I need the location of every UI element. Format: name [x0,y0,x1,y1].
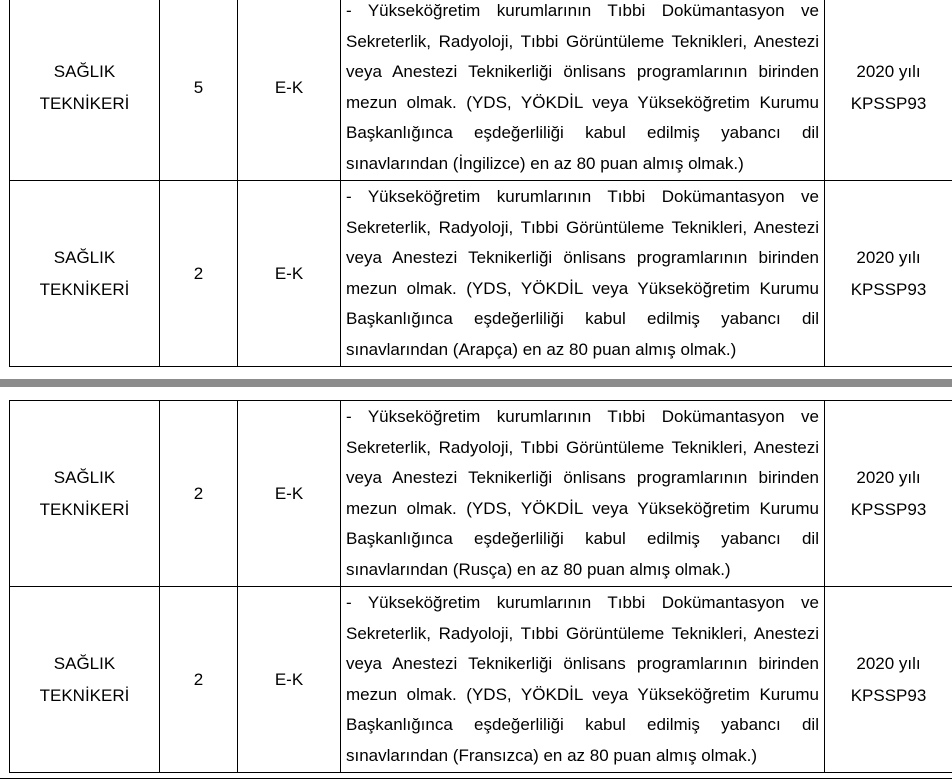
position-count: 5 [160,0,238,181]
requirement-text: - Yükseköğretim kurumlarının Tıbbi Dokümantasyon ve Sekreterlik, Radyoloji, Tıbbi Görüntüleme Teknikleri, Anestezi veya Anestezi Teknikerliği önlisans programlarının birinden mezun olmak. (YDS, YÖKDİL veya Yükseköğretim Kurumu Başkanlığınca eşdeğerliliği kabul edilmiş yabancı dil sınavlarından (Rusça) en az 80 puan almış olmak.) [341,401,825,587]
table-row [10,181,952,367]
requirement-text: - Yükseköğretim kurumlarının Tıbbi Dokümantasyon ve Sekreterlik, Radyoloji, Tıbbi Görüntüleme Teknikleri, Anestezi veya Anestezi Teknikerliği önlisans programlarının birinden mezun olmak. (YDS, YÖKDİL veya Yükseköğretim Kurumu Başkanlığınca eşdeğerliliği kabul edilmiş yabancı dil sınavlarından (Arapça) en az 80 puan almış olmak.) [341,181,825,367]
table-row [10,401,952,587]
bottom-rule [0,778,952,779]
positions-table-top [9,0,952,367]
exam-score-type: 2020 yılı KPSSP93 [825,0,952,181]
gender-code: E-K [238,401,341,587]
exam-score-type: 2020 yılı KPSSP93 [825,181,952,367]
exam-score-type: 2020 yılı KPSSP93 [825,587,952,773]
position-title: SAĞLIK TEKNİKERİ [10,401,160,587]
requirement-text: - Yükseköğretim kurumlarının Tıbbi Dokümantasyon ve Sekreterlik, Radyoloji, Tıbbi Görüntüleme Teknikleri, Anestezi veya Anestezi Teknikerliği önlisans programlarının birinden mezun olmak. (YDS, YÖKDİL veya Yükseköğretim Kurumu Başkanlığınca eşdeğerliliği kabul edilmiş yabancı dil sınavlarından (İngilizce) en az 80 puan almış olmak.) [341,0,825,181]
gender-code: E-K [238,181,341,367]
exam-score-type: 2020 yılı KPSSP93 [825,401,952,587]
position-count: 2 [160,181,238,367]
position-title: SAĞLIK TEKNİKERİ [10,181,160,367]
section-divider [0,379,952,387]
table-row [10,587,952,773]
gender-code: E-K [238,587,341,773]
requirement-text: - Yükseköğretim kurumlarının Tıbbi Dokümantasyon ve Sekreterlik, Radyoloji, Tıbbi Görüntüleme Teknikleri, Anestezi veya Anestezi Teknikerliği önlisans programlarının birinden mezun olmak. (YDS, YÖKDİL veya Yükseköğretim Kurumu Başkanlığınca eşdeğerliliği kabul edilmiş yabancı dil sınavlarından (Fransızca) en az 80 puan almış olmak.) [341,587,825,773]
positions-table-bottom [9,400,952,773]
position-count: 2 [160,587,238,773]
gender-code: E-K [238,0,341,181]
position-title: SAĞLIK TEKNİKERİ [10,587,160,773]
position-count: 2 [160,401,238,587]
position-title: SAĞLIK TEKNİKERİ [10,0,160,181]
table-row [10,0,952,181]
